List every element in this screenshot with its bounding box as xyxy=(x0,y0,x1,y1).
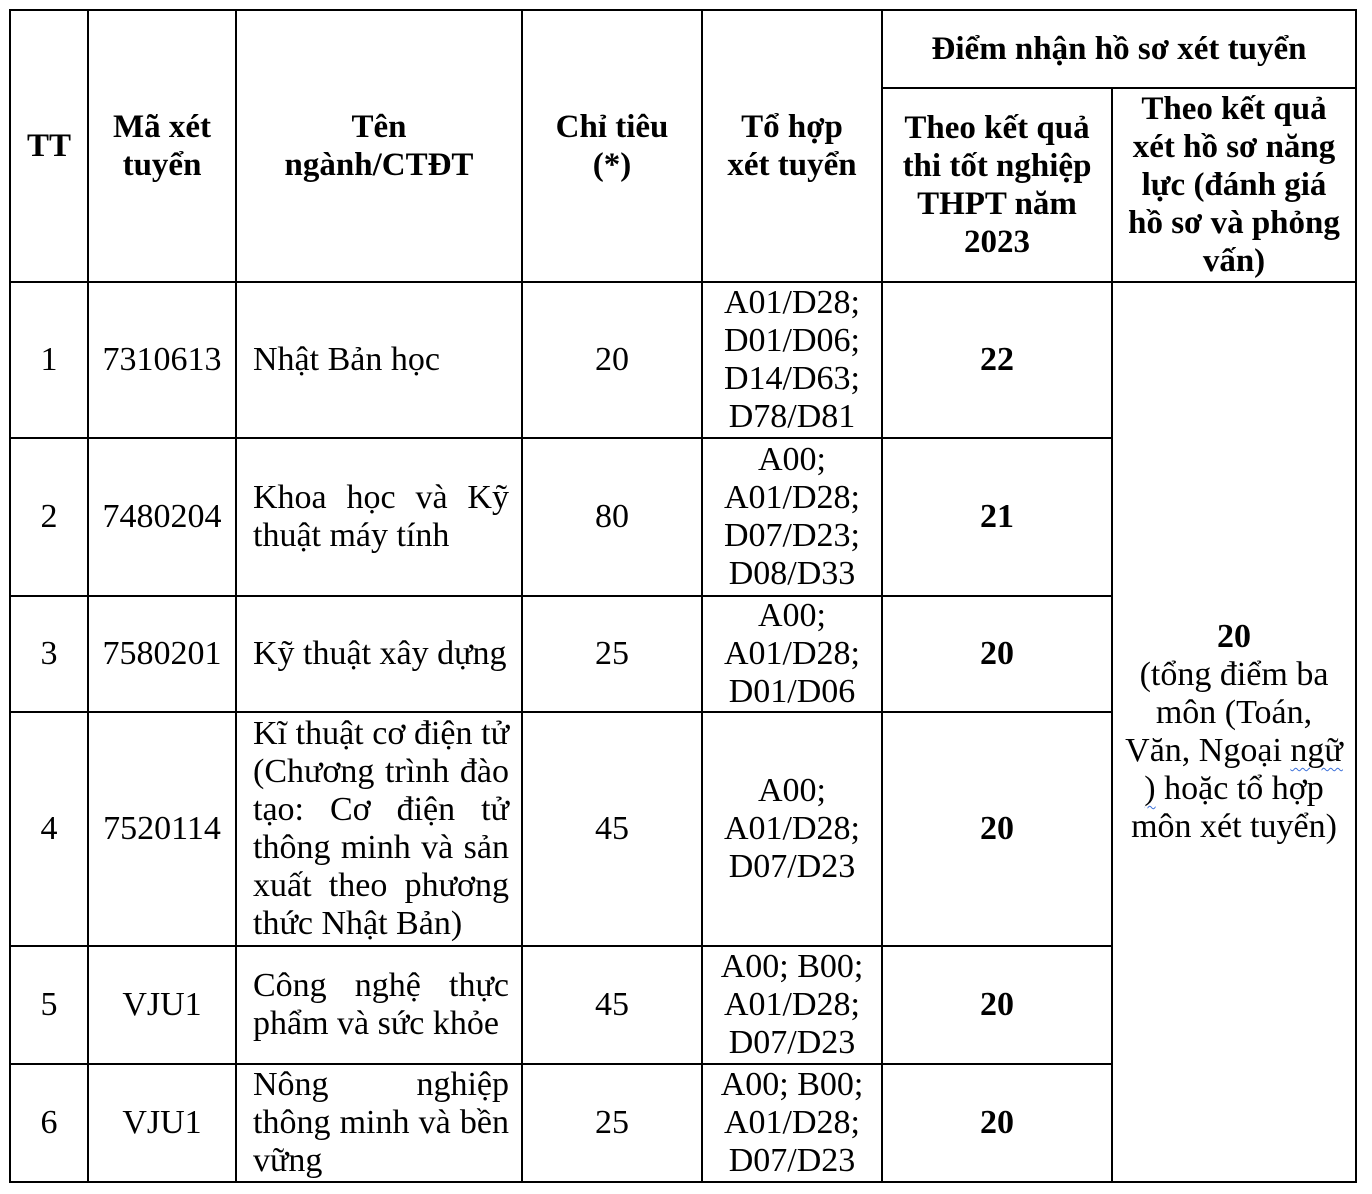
nang-luc-note-part1: (tổng điểm ba môn (Toán, Văn, Ngoại xyxy=(1125,656,1329,769)
cell-to-hop: A00; A01/D28; D07/D23 xyxy=(702,712,882,946)
cell-diem-thpt: 20 xyxy=(882,596,1112,712)
cell-diem-thpt: 20 xyxy=(882,1064,1112,1182)
cell-ma: 7310613 xyxy=(88,282,236,438)
header-theo-thpt: Theo kết quả thi tốt nghiệp THPT năm 2023 xyxy=(882,88,1112,282)
cell-ma: 7480204 xyxy=(88,438,236,596)
cell-ma: VJU1 xyxy=(88,946,236,1064)
admission-table xyxy=(9,9,1357,1183)
header-ma-xet-tuyen: Mã xét tuyển xyxy=(88,10,236,282)
cell-tt: 6 xyxy=(10,1064,88,1182)
cell-diem-thpt: 20 xyxy=(882,712,1112,946)
cell-chi-tieu: 20 xyxy=(522,282,702,438)
cell-tt: 2 xyxy=(10,438,88,596)
table-row xyxy=(10,282,1356,438)
cell-ten-nganh: Kĩ thuật cơ điện tử (Chương trình đào tạo: Cơ điện tử thông minh và sản xuất theo phương thức Nhật Bản) xyxy=(236,712,522,946)
cell-chi-tieu: 45 xyxy=(522,712,702,946)
cell-tt: 3 xyxy=(10,596,88,712)
cell-ten-nganh: Công nghệ thực phẩm và sức khỏe xyxy=(236,946,522,1064)
nang-luc-note-underlined: ngữ ) xyxy=(1144,732,1343,807)
cell-ten-nganh: Khoa học và Kỹ thuật máy tính xyxy=(236,438,522,596)
cell-ten-nganh: Nhật Bản học xyxy=(236,282,522,438)
cell-ma: 7580201 xyxy=(88,596,236,712)
header-tt: TT xyxy=(10,10,88,282)
cell-ma: 7520114 xyxy=(88,712,236,946)
cell-tt: 5 xyxy=(10,946,88,1064)
cell-to-hop: A00; A01/D28; D07/D23; D08/D33 xyxy=(702,438,882,596)
header-row-1 xyxy=(10,10,1356,88)
cell-chi-tieu: 25 xyxy=(522,1064,702,1182)
cell-chi-tieu: 45 xyxy=(522,946,702,1064)
cell-to-hop: A00; B00; A01/D28; D07/D23 xyxy=(702,1064,882,1182)
header-diem-nhan-ho-so: Điểm nhận hồ sơ xét tuyển xyxy=(882,10,1356,88)
cell-diem-thpt: 21 xyxy=(882,438,1112,596)
cell-ma: VJU1 xyxy=(88,1064,236,1182)
header-ten-nganh: Tên ngành/CTĐT xyxy=(236,10,522,282)
nang-luc-score: 20 xyxy=(1217,618,1251,655)
cell-chi-tieu: 25 xyxy=(522,596,702,712)
cell-tt: 4 xyxy=(10,712,88,946)
cell-diem-thpt: 22 xyxy=(882,282,1112,438)
cell-to-hop: A00; B00; A01/D28; D07/D23 xyxy=(702,946,882,1064)
cell-chi-tieu: 80 xyxy=(522,438,702,596)
cell-to-hop: A00; A01/D28; D01/D06 xyxy=(702,596,882,712)
cell-diem-thpt: 20 xyxy=(882,946,1112,1064)
cell-tt: 1 xyxy=(10,282,88,438)
cell-nang-luc xyxy=(1112,282,1356,1182)
cell-ten-nganh: Nông nghiệp thông minh và bền vững xyxy=(236,1064,522,1182)
nang-luc-note-part2: hoặc tổ hợp môn xét tuyển) xyxy=(1131,770,1337,845)
header-to-hop: Tổ hợp xét tuyển xyxy=(702,10,882,282)
admission-table-container xyxy=(9,9,1357,1183)
header-chi-tieu: Chỉ tiêu (*) xyxy=(522,10,702,282)
header-theo-nang-luc: Theo kết quả xét hồ sơ năng lực (đánh giá hồ sơ và phỏng vấn) xyxy=(1112,88,1356,282)
cell-to-hop: A01/D28; D01/D06; D14/D63; D78/D81 xyxy=(702,282,882,438)
nang-luc-note xyxy=(1123,656,1345,846)
cell-ten-nganh: Kỹ thuật xây dựng xyxy=(236,596,522,712)
